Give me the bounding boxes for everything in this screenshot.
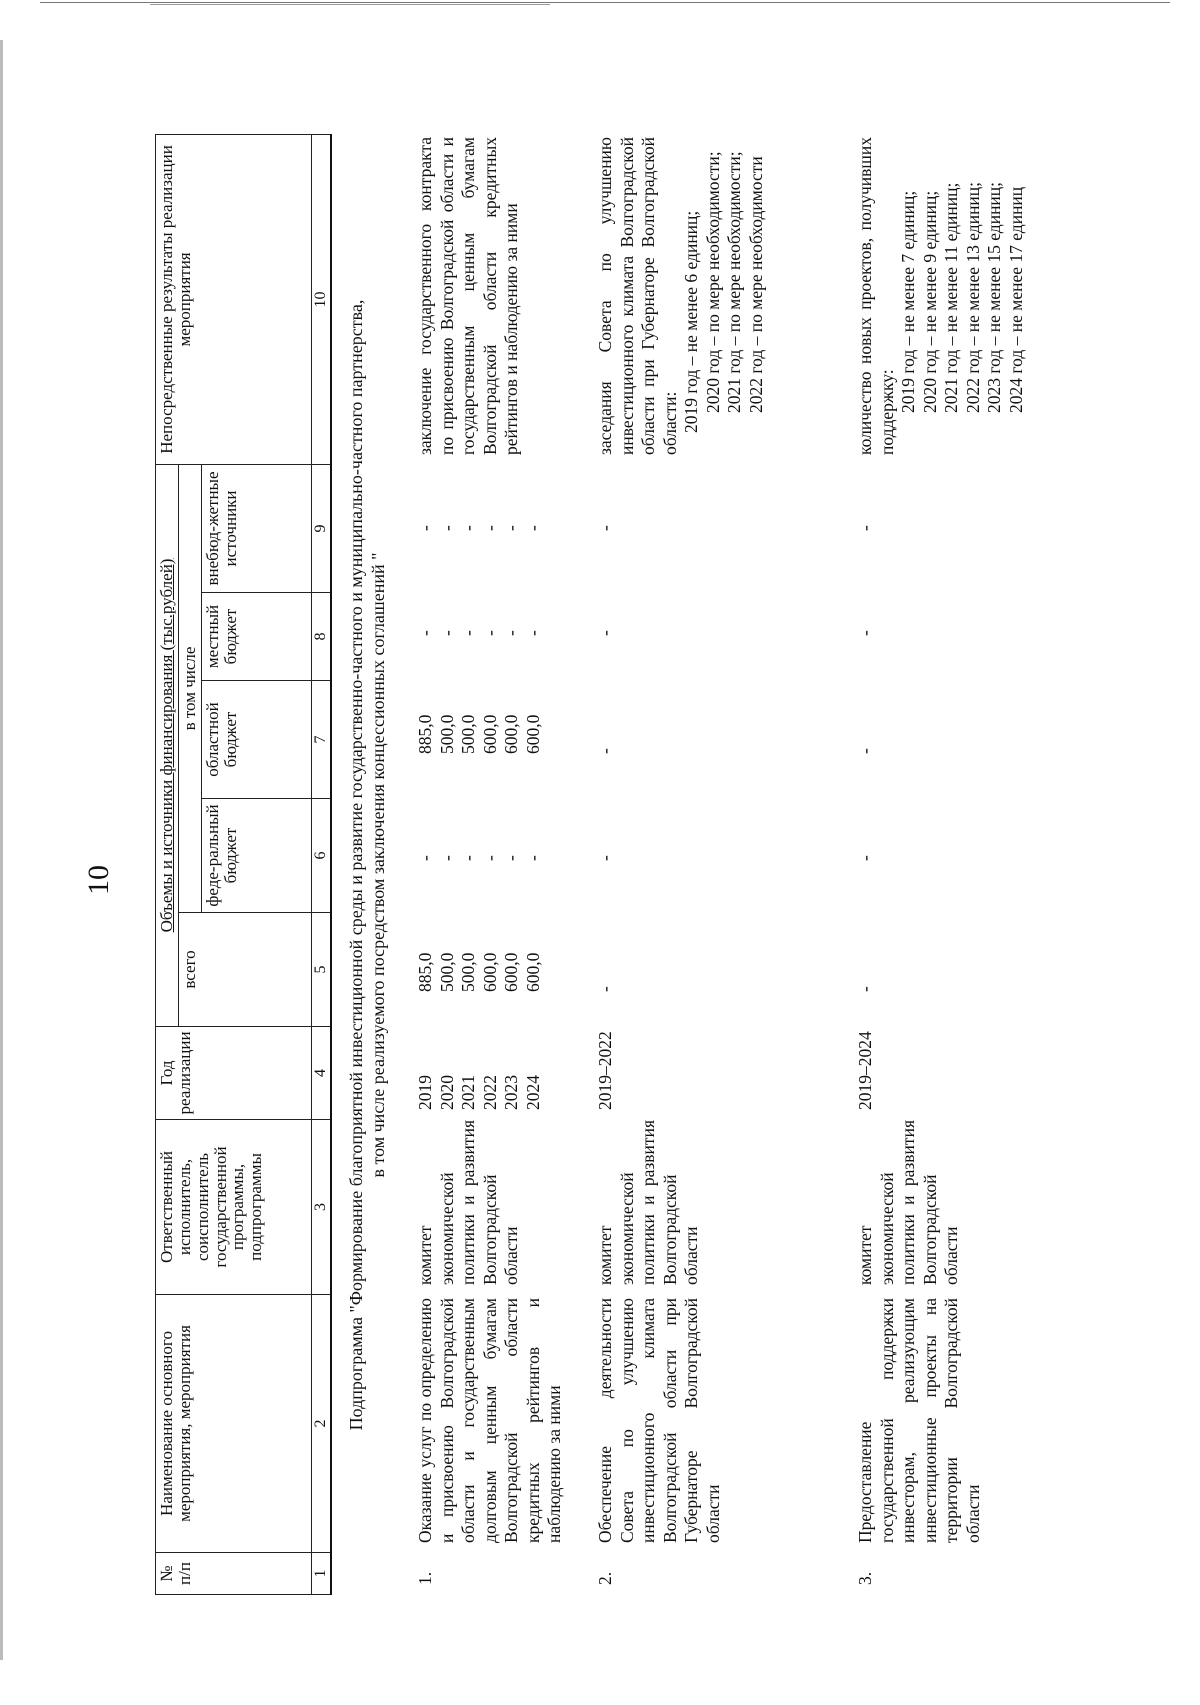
col-number: 3 bbox=[311, 1120, 331, 1295]
header-extra: внебюд-жетные источники bbox=[201, 464, 311, 592]
amount-value: - bbox=[479, 630, 500, 636]
row-years bbox=[415, 1025, 544, 1110]
col-number: 4 bbox=[311, 1027, 331, 1120]
amount-value: - bbox=[436, 630, 457, 636]
row-result bbox=[855, 137, 1027, 455]
col-number: 1 bbox=[311, 1553, 331, 1595]
amount-value: 500,0 bbox=[436, 952, 457, 992]
amount-value: - bbox=[522, 525, 543, 531]
result-item: 2023 год – не менее 15 единиц; bbox=[984, 181, 1004, 413]
col-number: 5 bbox=[311, 913, 331, 1027]
col-number: 8 bbox=[311, 593, 331, 681]
row-name: Оказание услуг по определению и присвоению Волгоградской области и государственным долговым ценным бумагам Волгоградской области кредитных рейтингов и наблюдению за ними bbox=[415, 1298, 564, 1543]
amount-value: - bbox=[415, 855, 435, 861]
subprogram-title: Подпрограмма "Формирование благоприятной инвестиционной среды и развитие государственно-частного и муниципально-частного партнерства, bbox=[346, 299, 366, 1431]
year-value: 2019 bbox=[415, 1075, 435, 1110]
row-extra: - bbox=[855, 525, 875, 531]
header-federal: феде-ральный бюджет bbox=[201, 799, 311, 913]
row-total: - bbox=[595, 986, 615, 992]
year-value: 2022 bbox=[479, 1075, 500, 1110]
amount-value: 600,0 bbox=[501, 714, 521, 754]
table-header bbox=[155, 134, 332, 1595]
year-value: 2024 bbox=[522, 1075, 543, 1110]
result-item: 2022 год – не менее 13 единиц; bbox=[962, 181, 983, 413]
col-number: 9 bbox=[311, 464, 331, 592]
year-value: 2023 bbox=[501, 1075, 521, 1110]
header-results: Непосредственные результаты реализации мероприятия bbox=[156, 134, 312, 464]
row-total bbox=[415, 892, 544, 1017]
header-year: Год реализации bbox=[156, 1027, 312, 1120]
amount-value: 600,0 bbox=[522, 952, 543, 992]
amount-value: - bbox=[458, 525, 478, 531]
result-intro: количество новых проектов, получивших поддержку: bbox=[855, 137, 897, 455]
row-number: 3. bbox=[855, 1571, 875, 1585]
row-number: 1. bbox=[415, 1571, 435, 1585]
amount-value: - bbox=[458, 855, 478, 861]
amount-value: 600,0 bbox=[479, 952, 500, 992]
amount-value: - bbox=[501, 525, 521, 531]
amount-value: 600,0 bbox=[501, 952, 521, 992]
result-item: 2024 год – не менее 17 единиц bbox=[1005, 186, 1026, 413]
row-number: 2. bbox=[595, 1571, 615, 1585]
col-number: 2 bbox=[311, 1295, 331, 1553]
row-regional: - bbox=[595, 748, 615, 754]
amount-value: - bbox=[436, 525, 457, 531]
row-local: - bbox=[855, 630, 875, 636]
header-name: Наименование основного мероприятия, мероприятия bbox=[156, 1295, 312, 1553]
result-item: 2019 год – не менее 6 единиц; bbox=[681, 210, 701, 433]
col-number: 6 bbox=[311, 799, 331, 913]
row-extra: - bbox=[595, 525, 615, 531]
row-total: - bbox=[855, 986, 875, 992]
row-federal: - bbox=[595, 855, 615, 861]
page-number: 10 bbox=[82, 865, 115, 895]
result-item: 2021 год – по мере необходимости; bbox=[724, 151, 744, 413]
row-years: 2019–2024 bbox=[855, 1031, 875, 1110]
row-executor: комитет экономической политики и развития Волгоградской области bbox=[595, 1120, 701, 1285]
result-item: 2022 год – по мере необходимости bbox=[745, 156, 766, 413]
amount-value: - bbox=[479, 855, 500, 861]
amount-value: - bbox=[479, 525, 500, 531]
amount-value: 500,0 bbox=[436, 714, 457, 754]
row-local: - bbox=[595, 630, 615, 636]
row-name: Обеспечение деятельности Совета по улучшению инвестиционного климата Волгоградской области при Губернаторе Волгоградской области bbox=[595, 1298, 723, 1543]
amount-value: - bbox=[501, 855, 521, 861]
row-federal: - bbox=[855, 855, 875, 861]
result-item: 2020 год – не менее 9 единиц; bbox=[919, 190, 940, 413]
header-funding: Объемы и источники финансирования (тыс.рублей) bbox=[156, 464, 179, 1026]
result-item: 2019 год – не менее 7 единиц; bbox=[898, 190, 918, 413]
amount-value: 500,0 bbox=[458, 714, 478, 754]
header-local: местный бюджет bbox=[201, 593, 311, 681]
header-regional: областной бюджет bbox=[201, 681, 311, 799]
row-name: Предоставление государственной поддержки инвесторам, реализующим инвестиционные проекты на территории Волгоградской области bbox=[855, 1298, 983, 1543]
year-value: 2021 bbox=[458, 1075, 478, 1110]
row-result: заключение государственного контракта по присвоению Волгоградской области и государственным ценным бумагам Волгоградской области кредитных рейтингов и наблюдению за ними bbox=[415, 137, 521, 455]
amount-value: 885,0 bbox=[415, 714, 435, 754]
amount-value: - bbox=[522, 855, 543, 861]
header-including: в том числе bbox=[178, 464, 201, 912]
amount-value: - bbox=[415, 525, 435, 531]
subprogram-title-cont: в том числе реализуемого посредством заключения концессионных соглашений " bbox=[368, 552, 388, 1178]
row-regional: - bbox=[855, 748, 875, 754]
col-number: 7 bbox=[311, 681, 331, 799]
year-value: 2020 bbox=[436, 1075, 457, 1110]
result-item: 2021 год – не менее 11 единиц; bbox=[941, 182, 961, 413]
row-years: 2019–2022 bbox=[595, 1031, 615, 1110]
result-item: 2020 год – по мере необходимости; bbox=[702, 151, 723, 413]
header-executor: Ответственный исполнитель, соисполнитель государственной программы, подпрограммы bbox=[156, 1120, 312, 1295]
row-executor: комитет экономической политики и развития Волгоградской области bbox=[855, 1120, 961, 1285]
header-total: всего bbox=[178, 913, 311, 1027]
amount-value: 885,0 bbox=[415, 952, 435, 992]
amount-value: - bbox=[415, 630, 435, 636]
amount-value: - bbox=[522, 630, 543, 636]
amount-value: - bbox=[458, 630, 478, 636]
result-intro: заседания Совета по улучшению инвестиционного климата Волгоградской области при Губернаторе Волгоградской области: bbox=[595, 137, 680, 455]
col-number: 10 bbox=[311, 134, 331, 464]
row-result bbox=[595, 137, 767, 455]
amount-value: 600,0 bbox=[522, 714, 543, 754]
amount-value: 600,0 bbox=[479, 714, 500, 754]
amount-value: - bbox=[436, 855, 457, 861]
amount-value: 500,0 bbox=[458, 952, 478, 992]
amount-value: - bbox=[501, 630, 521, 636]
row-executor: комитет экономической политики и развития Волгоградской области bbox=[415, 1120, 521, 1285]
header-num: № п/п bbox=[156, 1553, 312, 1595]
